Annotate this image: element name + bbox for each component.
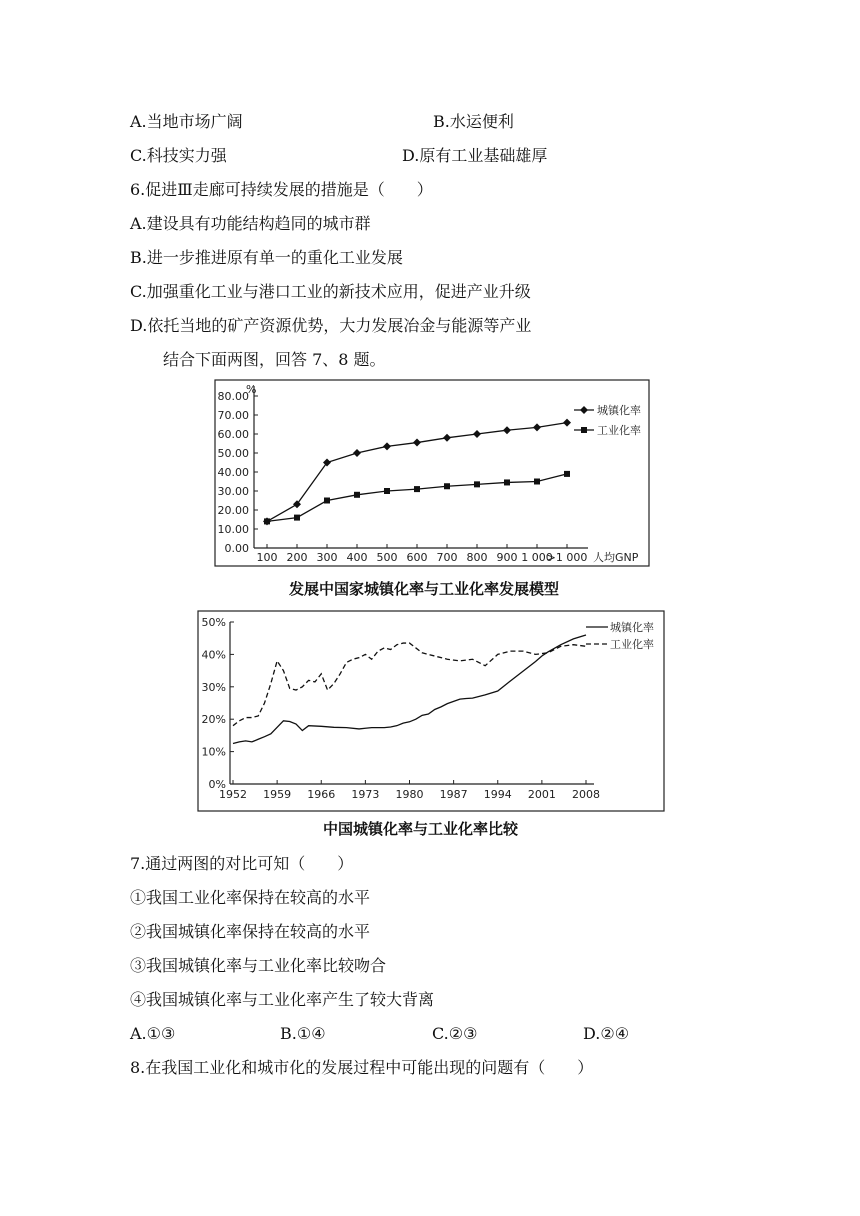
chart2-xtick-label: 1980 xyxy=(395,788,424,801)
chart1-xtick-label: 200 xyxy=(286,551,308,564)
chart1-ytick-label: 30.00 xyxy=(217,485,249,498)
q8-stem: 8.在我国工业化和城市化的发展过程中可能出现的问题有（ ） xyxy=(130,1058,594,1077)
chart1-ytick-label: 50.00 xyxy=(217,447,249,460)
chart1-point-diamond xyxy=(353,449,361,457)
chart1-point-square xyxy=(384,488,390,494)
chart2-xtick-label: 2001 xyxy=(527,788,556,801)
chart2-ytick-label: 20% xyxy=(201,713,226,727)
chart-development-model xyxy=(0,376,860,576)
q7-statement-1: ①我国工业化率保持在较高的水平 xyxy=(130,888,371,907)
chart1-ytick-label: 40.00 xyxy=(217,466,249,479)
q5-option-a: A.当地市场广阔 xyxy=(130,112,243,131)
chart2-series-line-1 xyxy=(233,643,586,726)
chart1-point-diamond xyxy=(563,419,571,427)
q6-option-d: D.依托当地的矿产资源优势，大力发展冶金与能源等产业 xyxy=(130,316,532,335)
chart1-ytick-label: 0.00 xyxy=(224,542,249,555)
q7-option-a: A.①③ xyxy=(130,1024,176,1043)
chart-intro: 结合下面两图，回答 7、8 题。 xyxy=(163,350,386,369)
chart1-point-diamond xyxy=(413,439,421,447)
chart1-point-diamond xyxy=(473,430,481,438)
q6-option-c: C.加强重化工业与港口工业的新技术应用，促进产业升级 xyxy=(130,282,531,301)
chart2-xtick-label: 1959 xyxy=(263,788,292,801)
chart2-xtick-label: 1973 xyxy=(351,788,380,801)
chart-china-comparison xyxy=(0,606,860,816)
chart1-xlabel: 人均GNP xyxy=(593,551,639,564)
chart2-xtick-label: 1994 xyxy=(483,788,512,801)
chart1-point-square xyxy=(504,479,510,485)
chart1-legend-label: 工业化率 xyxy=(597,424,641,437)
chart1-xtick-label: 800 xyxy=(466,551,488,564)
q6-option-b: B.进一步推进原有单一的重化工业发展 xyxy=(130,248,403,267)
chart1-point-square xyxy=(354,492,360,498)
chart1-xtick-label: 100 xyxy=(256,551,278,564)
chart2-ytick-label: 50% xyxy=(201,616,226,629)
chart1-axes xyxy=(254,386,588,548)
chart2-ytick-label: 30% xyxy=(201,680,226,694)
q7-stem: 7.通过两图的对比可知（ ） xyxy=(130,854,354,873)
chart2-series-line-0 xyxy=(233,635,586,744)
chart1-xtick-label: 500 xyxy=(376,551,398,564)
chart1-ytick-label: 80.00 xyxy=(217,390,249,403)
chart1-point-diamond xyxy=(533,423,541,431)
chart2-ytick-label: 40% xyxy=(201,648,226,662)
q6-option-a: A.建设具有功能结构趋同的城市群 xyxy=(130,214,371,233)
q5-option-c: C.科技实力强 xyxy=(130,146,227,165)
chart1-xtick-label: 600 xyxy=(406,551,428,564)
chart1-xtick-label: 900 xyxy=(496,551,518,564)
chart1-title: 发展中国家城镇化率与工业化率发展模型 xyxy=(289,580,560,598)
chart1-point-diamond xyxy=(443,434,451,442)
chart1-ytick-label: 60.00 xyxy=(217,428,249,441)
chart2-legend-label: 工业化率 xyxy=(610,638,654,651)
chart1-ytick-label: 10.00 xyxy=(217,523,249,536)
chart2-xtick-label: 1952 xyxy=(219,788,247,801)
chart2-xtick-label: 1966 xyxy=(307,788,336,801)
chart2-frame xyxy=(198,611,664,811)
chart1-series-line-0 xyxy=(267,423,567,522)
chart1-point-square xyxy=(534,479,540,485)
q7-statement-3: ③我国城镇化率与工业化率比较吻合 xyxy=(130,956,387,975)
chart1-legend-marker xyxy=(581,427,587,433)
chart2-xtick-label: 1987 xyxy=(439,788,468,801)
chart2-ytick-label: 10% xyxy=(201,745,226,759)
q7-option-b: B.①④ xyxy=(280,1024,326,1043)
chart1-ylabel: % xyxy=(246,383,257,396)
chart1-xtick-label: 300 xyxy=(316,551,338,564)
chart1-point-diamond xyxy=(503,426,511,434)
chart1-legend-label: 城镇化率 xyxy=(597,404,641,417)
chart1-legend-marker xyxy=(580,406,588,414)
chart1-point-square xyxy=(414,486,420,492)
chart1-point-diamond xyxy=(383,442,391,450)
q7-option-c: C.②③ xyxy=(432,1024,478,1043)
chart1-point-square xyxy=(324,498,330,504)
chart2-xtick-label: 2008 xyxy=(572,788,600,801)
chart2-title: 中国城镇化率与工业化率比较 xyxy=(323,820,519,838)
chart1-point-square xyxy=(264,518,270,524)
q7-option-d: D.②④ xyxy=(583,1024,630,1043)
q7-statement-2: ②我国城镇化率保持在较高的水平 xyxy=(130,922,371,941)
q5-option-b: B.水运便利 xyxy=(433,112,514,131)
chart2-ytick-label: 0% xyxy=(208,778,226,791)
chart1-series-line-1 xyxy=(267,474,567,522)
chart1-ytick-label: 20.00 xyxy=(217,504,249,517)
chart1-xtick-label: 700 xyxy=(436,551,458,564)
chart1-point-square xyxy=(474,481,480,487)
q5-option-d: D.原有工业基础雄厚 xyxy=(402,146,548,165)
chart2-axes xyxy=(230,622,594,784)
chart1-ytick-label: 70.00 xyxy=(217,409,249,422)
chart1-xtick-label: >1 000 xyxy=(546,551,588,564)
q6-stem: 6.促进Ⅲ走廊可持续发展的措施是（ ） xyxy=(130,180,433,199)
chart1-xtick-label: 400 xyxy=(346,551,368,564)
chart1-point-square xyxy=(564,471,570,477)
chart1-point-square xyxy=(294,515,300,521)
chart2-legend-label: 城镇化率 xyxy=(610,621,654,634)
chart1-point-square xyxy=(444,483,450,489)
chart1-xtick-label: 1 000 xyxy=(521,551,553,564)
q7-statement-4: ④我国城镇化率与工业化率产生了较大背离 xyxy=(130,990,435,1009)
